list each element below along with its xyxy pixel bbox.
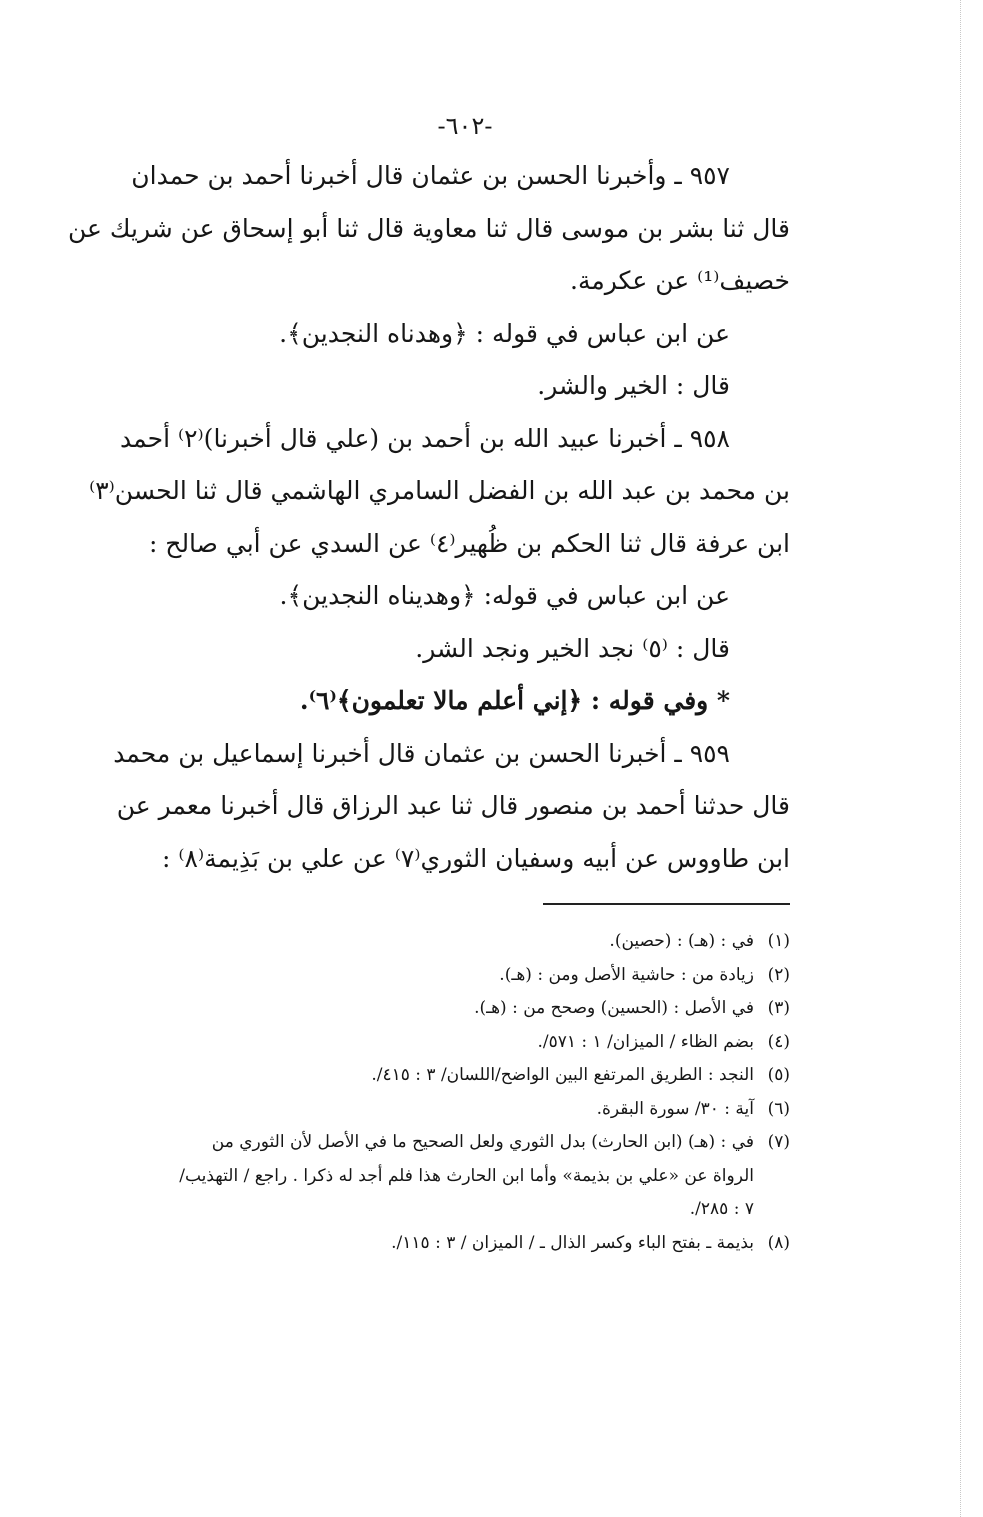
body-line: ٩٥٧ ـ وأخبرنا الحسن بن عثمان قال أخبرنا أحمد بن حمدان: [131, 161, 730, 190]
body-line: قال : الخير والشر.: [537, 371, 730, 400]
body-line: ابن طاووس عن أبيه وسفيان الثوري⁽٧⁾ عن علي بن بَذِيمة⁽٨⁾ :: [162, 843, 790, 873]
footnote-separator: [543, 903, 790, 905]
footnote-line: في : (هـ) : (حصين).: [609, 931, 754, 951]
footnote: [150, 1059, 790, 1093]
footnote-text: [150, 959, 754, 993]
footnote-text: [150, 992, 754, 1026]
footnote-line: ٧ : ٢٨٥/.: [689, 1199, 754, 1219]
footnote: [150, 959, 790, 993]
footnote: [150, 1093, 790, 1127]
footnote-line: بضم الظاء / الميزان/ ١ : ٥٧١/.: [537, 1031, 754, 1052]
footnote-text: [150, 925, 754, 959]
footnote-line: في الأصل : (الحسين) وصحح من : (هـ).: [474, 998, 754, 1018]
footnote-line: بذيمة ـ بفتح الباء وكسر الذال ـ / الميزان / ٣ : ١١٥/.: [391, 1232, 754, 1253]
page-edge-rule: [960, 0, 961, 1517]
footnote-number: (٥): [767, 1065, 790, 1085]
footnote-number: (٧): [767, 1132, 790, 1152]
body-line: قال : ⁽٥⁾ نجد الخير ونجد الشر.: [415, 633, 730, 663]
footnote-line: النجد : الطريق المرتفع البين الواضح/اللسان/ ٣ : ٤١٥/.: [371, 1065, 754, 1085]
body-line: * وفي قوله : ﴿إني أعلم مالا تعلمون﴾⁽٦⁾.: [299, 686, 730, 715]
body-line: قال حدثنا أحمد بن منصور قال ثنا عبد الرزاق قال أخبرنا معمر عن: [116, 791, 790, 820]
footnote-text: [150, 1093, 754, 1127]
footnote-text: [150, 1059, 754, 1093]
footnote-line: آية : ٣٠/ سورة البقرة.: [596, 1098, 754, 1119]
footnote-text: [150, 1026, 754, 1060]
footnote-number: (٦): [767, 1098, 790, 1119]
body-line: خصيف⁽¹⁾ عن عكرمة.: [570, 266, 790, 295]
footnote-text: [150, 1227, 754, 1261]
footnote: [150, 1026, 790, 1060]
footnote: [150, 1227, 790, 1261]
footnote-number: (٨): [767, 1232, 790, 1253]
footnote-line: في : (هـ) (ابن الحارث) بدل الثوري ولعل الصحيح ما في الأصل لأن الثوري من: [211, 1132, 754, 1152]
footnote-number: (٢): [767, 964, 790, 985]
body-line: بن محمد بن عبد الله بن الفضل السامري الهاشمي قال ثنا الحسن⁽٣⁾: [89, 476, 790, 505]
footnote-line: الرواة عن «علي بن بذيمة» وأما ابن الحارث هذا فلم أجد له ذكرا . راجع / التهذيب/: [179, 1165, 754, 1186]
footnote: [150, 1126, 790, 1227]
body-line: ٩٥٩ ـ أخبرنا الحسن بن عثمان قال أخبرنا إسماعيل بن محمد: [113, 738, 730, 768]
body-line: ابن عرفة قال ثنا الحكم بن ظُهير⁽٤⁾ عن السدي عن أبي صالح :: [148, 528, 790, 558]
hadith-text-block: [68, 150, 790, 885]
body-line: قال ثنا بشر بن موسى قال ثنا معاوية قال ثنا أبو إسحاق عن شريك عن: [68, 213, 790, 243]
footnote-number: (٤): [767, 1031, 790, 1052]
footnote-text: [150, 1126, 754, 1227]
body-line: عن ابن عباس في قوله: ﴿وهديناه النجدين﴾.: [279, 581, 730, 610]
footnotes-block: [150, 925, 790, 1260]
footnote: [150, 925, 790, 959]
footnote-number: (١): [767, 931, 790, 951]
footnote-number: (٣): [767, 998, 790, 1018]
footnote-line: زيادة من : حاشية الأصل ومن : (هـ).: [499, 964, 754, 985]
body-line: ٩٥٨ ـ أخبرنا عبيد الله بن أحمد بن (علي قال أخبرنا)⁽٢⁾ أحمد: [120, 423, 730, 453]
footnote: [150, 992, 790, 1026]
body-line: عن ابن عباس في قوله : ﴿وهدناه النجدين﴾.: [279, 318, 730, 348]
page-number: -٦٠٢-: [437, 112, 493, 140]
